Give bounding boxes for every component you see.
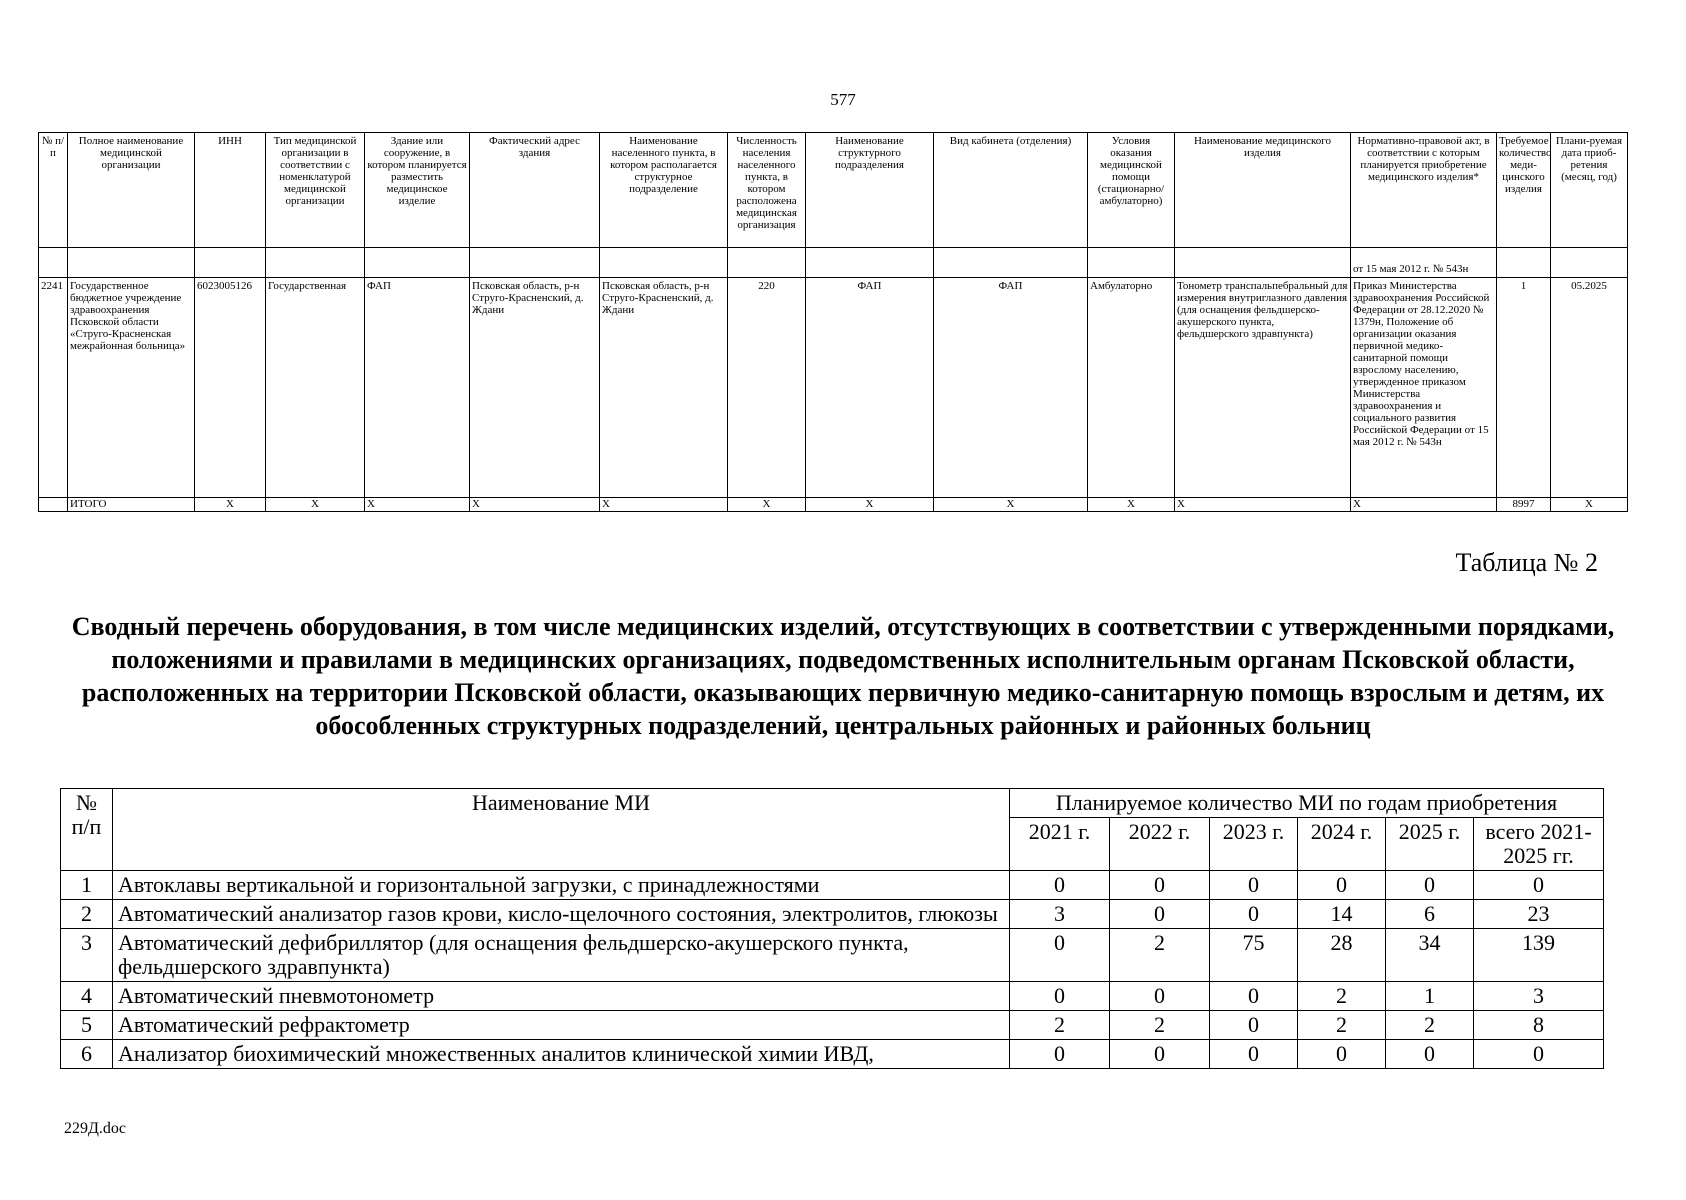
t1-header-cell: Плани-руемая дата приоб-ретения (месяц, год) xyxy=(1551,133,1628,248)
t2-cell-num: 5 xyxy=(61,1011,113,1040)
t1-cell xyxy=(1088,248,1175,278)
t2-cell-name: Автоклавы вертикальной и горизонтальной загрузки, с принадлежностями xyxy=(113,871,1010,900)
t1-cell xyxy=(195,248,266,278)
t2-header-year: 2023 г. xyxy=(1210,818,1298,871)
table-row xyxy=(61,1040,1604,1069)
t1-total-x: Х xyxy=(470,498,600,512)
table-row xyxy=(39,278,1628,498)
t2-cell-num: 1 xyxy=(61,871,113,900)
t1-cell-unit: ФАП xyxy=(806,278,934,498)
equipment-summary-table xyxy=(60,788,1604,1069)
t2-cell-value: 0 xyxy=(1110,982,1210,1011)
t2-cell-value: 0 xyxy=(1210,871,1298,900)
t1-header-cell: Наименование населенного пункта, в котором располагается структурное подразделение xyxy=(600,133,728,248)
t1-header-cell: Вид кабинета (отделения) xyxy=(934,133,1088,248)
t2-header-year: 2021 г. xyxy=(1010,818,1110,871)
t2-header-year: всего 2021-2025 гг. xyxy=(1474,818,1604,871)
t2-cell-num: 2 xyxy=(61,900,113,929)
t2-header-num: № п/п xyxy=(61,789,113,871)
t2-cell-name: Автоматический дефибриллятор (для оснащения фельдшерско-акушерского пункта, фельдшерского здравпункта) xyxy=(113,929,1010,982)
t2-header-name: Наименование МИ xyxy=(113,789,1010,871)
t1-cell-qty: 1 xyxy=(1497,278,1551,498)
t2-cell-value: 0 xyxy=(1010,871,1110,900)
t2-cell-name: Автоматический пневмотонометр xyxy=(113,982,1010,1011)
t1-cell xyxy=(365,248,470,278)
table-row xyxy=(39,248,1628,278)
t1-header-cell: Численность населения населенного пункта, в котором расположена медицинская организация xyxy=(728,133,806,248)
t1-header-cell: Нормативно-правовой акт, в соответствии с которым планируется приобретение медицинского изделия* xyxy=(1351,133,1497,248)
equipment-detail-table xyxy=(38,132,1628,512)
t1-total-x: Х xyxy=(728,498,806,512)
t2-cell-value: 14 xyxy=(1298,900,1386,929)
t2-cell-value: 2 xyxy=(1110,929,1210,982)
t1-cell-num: 2241 xyxy=(39,278,68,498)
t2-cell-value: 0 xyxy=(1010,982,1110,1011)
page-number: 577 xyxy=(830,90,856,109)
t2-cell-name: Автоматический анализатор газов крови, кисло-щелочного состояния, электролитов, глюкозы xyxy=(113,900,1010,929)
t2-cell-value: 0 xyxy=(1110,871,1210,900)
t1-cell-act: Приказ Министерства здравоохранения Российской Федерации от 28.12.2020 № 1379н, Положение об организации оказания первичной медико-санитарной помощи взрослому населению, утвержденное приказом Министерства здравоохранения и социального развития Российской Федерации от 15 мая 2012 г. № 543н xyxy=(1351,278,1497,498)
t1-total-x: Х xyxy=(195,498,266,512)
t1-total-x: Х xyxy=(1088,498,1175,512)
t1-header-cell: Здание или сооружение, в котором планируется разместить медицинское изделие xyxy=(365,133,470,248)
t2-cell-value: 2 xyxy=(1298,1011,1386,1040)
table-label: Таблица № 2 xyxy=(1455,548,1598,577)
t1-header-cell: Условия оказания медицинской помощи (стационарно/ амбулаторно) xyxy=(1088,133,1175,248)
t2-header-group: Планируемое количество МИ по годам приобретения xyxy=(1010,789,1604,818)
t1-header-cell: Полное наименование медицинской организации xyxy=(68,133,195,248)
table-total-row xyxy=(39,498,1628,512)
t2-cell-value: 2 xyxy=(1010,1011,1110,1040)
t2-cell-value: 0 xyxy=(1474,871,1604,900)
t2-cell-value: 0 xyxy=(1298,1040,1386,1069)
t2-cell-num: 4 xyxy=(61,982,113,1011)
t2-cell-value: 0 xyxy=(1110,1040,1210,1069)
t1-cell-address: Псковская область, р-н Струго-Красненский, д. Ждани xyxy=(470,278,600,498)
t1-cell xyxy=(266,248,365,278)
t2-cell-value: 28 xyxy=(1298,929,1386,982)
document-title: Сводный перечень оборудования, в том числе медицинских изделий, отсутствующих в соответствии с утвержденными порядками, положениями и правилами в медицинских организациях, подведомственных исполнительным органам Псковской области, расположенных на территории Псковской области, оказывающих первичную медико-санитарную помощь взрослым и детям, их обособленных структурных подразделений, центральных районных и районных больниц xyxy=(71,612,1615,740)
t1-cell-locality: Псковская область, р-н Струго-Красненский, д. Ждани xyxy=(600,278,728,498)
t1-total-x: Х xyxy=(1175,498,1351,512)
t1-cell-cabinet: ФАП xyxy=(934,278,1088,498)
t2-cell-value: 0 xyxy=(1298,871,1386,900)
t2-cell-value: 6 xyxy=(1386,900,1474,929)
t1-cell xyxy=(1175,248,1351,278)
t1-cell-population: 220 xyxy=(728,278,806,498)
t1-cell-conditions: Амбулаторно xyxy=(1088,278,1175,498)
t2-cell-value: 1 xyxy=(1386,982,1474,1011)
t1-header-cell: Требуемое количество меди-цинского изделия xyxy=(1497,133,1551,248)
t2-cell-value: 23 xyxy=(1474,900,1604,929)
t2-cell-value: 0 xyxy=(1210,900,1298,929)
t2-header-year: 2024 г. xyxy=(1298,818,1386,871)
t2-header-year: 2022 г. xyxy=(1110,818,1210,871)
t2-cell-value: 0 xyxy=(1010,929,1110,982)
t2-cell-name: Автоматический рефрактометр xyxy=(113,1011,1010,1040)
t1-cell xyxy=(1551,248,1628,278)
t2-cell-num: 3 xyxy=(61,929,113,982)
t1-cell xyxy=(728,248,806,278)
t1-cell xyxy=(470,248,600,278)
t1-header-cell: № п/п xyxy=(39,133,68,248)
t1-cell xyxy=(806,248,934,278)
t1-total-label: ИТОГО xyxy=(68,498,195,512)
t1-total-x: Х xyxy=(600,498,728,512)
t1-total-x: Х xyxy=(1551,498,1628,512)
t1-total-x: Х xyxy=(1351,498,1497,512)
t2-cell-value: 0 xyxy=(1386,871,1474,900)
t2-cell-value: 2 xyxy=(1110,1011,1210,1040)
t1-total-x: Х xyxy=(806,498,934,512)
t1-cell-inn: 6023005126 xyxy=(195,278,266,498)
table2-header-row xyxy=(61,789,1604,818)
t2-cell-value: 75 xyxy=(1210,929,1298,982)
t1-cell-device: Тонометр транспальпебральный для измерения внутриглазного давления (для оснащения фельдшерско-акушерского пункта, фельдшерского здравпункта) xyxy=(1175,278,1351,498)
t2-cell-value: 0 xyxy=(1110,900,1210,929)
t2-cell-value: 0 xyxy=(1210,1011,1298,1040)
t1-total-qty: 8997 xyxy=(1497,498,1551,512)
t1-header-cell: Фактический адрес здания xyxy=(470,133,600,248)
t2-cell-value: 0 xyxy=(1010,1040,1110,1069)
t2-cell-value: 8 xyxy=(1474,1011,1604,1040)
t1-cell xyxy=(600,248,728,278)
t2-cell-name: Анализатор биохимический множественных аналитов клинической химии ИВД, xyxy=(113,1040,1010,1069)
t2-cell-value: 0 xyxy=(1210,1040,1298,1069)
t2-cell-value: 0 xyxy=(1210,982,1298,1011)
t2-cell-value: 3 xyxy=(1474,982,1604,1011)
t1-header-cell: Тип медицинской организации в соответствии с номенклатурой медицинской организации xyxy=(266,133,365,248)
t2-header-year: 2025 г. xyxy=(1386,818,1474,871)
t1-cell xyxy=(39,248,68,278)
t2-cell-value: 2 xyxy=(1298,982,1386,1011)
t1-total-x: Х xyxy=(365,498,470,512)
t1-header-cell: Наименование медицинского изделия xyxy=(1175,133,1351,248)
t1-cell-org: Государственное бюджетное учреждение здравоохранения Псковской области «Струго-Красненская межрайонная больница» xyxy=(68,278,195,498)
t1-cell xyxy=(934,248,1088,278)
table-row xyxy=(61,982,1604,1011)
table-row xyxy=(61,1011,1604,1040)
t1-cell-type: Государственная xyxy=(266,278,365,498)
t2-cell-value: 34 xyxy=(1386,929,1474,982)
t1-header-cell: Наименование структурного подразделения xyxy=(806,133,934,248)
t1-cell xyxy=(39,498,68,512)
t1-total-x: Х xyxy=(934,498,1088,512)
t1-cell-act: от 15 мая 2012 г. № 543н xyxy=(1351,248,1497,278)
t2-cell-value: 0 xyxy=(1474,1040,1604,1069)
t1-cell-date: 05.2025 xyxy=(1551,278,1628,498)
t1-header-cell: ИНН xyxy=(195,133,266,248)
t1-cell xyxy=(68,248,195,278)
t2-cell-num: 6 xyxy=(61,1040,113,1069)
table-row xyxy=(61,900,1604,929)
t2-cell-value: 2 xyxy=(1386,1011,1474,1040)
t2-cell-value: 3 xyxy=(1010,900,1110,929)
table-row xyxy=(61,929,1604,982)
footer-filename: 229Д.doc xyxy=(64,1120,127,1137)
t2-cell-value: 0 xyxy=(1386,1040,1474,1069)
table1-header-row xyxy=(39,133,1628,248)
t2-cell-value: 139 xyxy=(1474,929,1604,982)
t1-total-x: Х xyxy=(266,498,365,512)
t1-cell xyxy=(1497,248,1551,278)
table-row xyxy=(61,871,1604,900)
t1-cell-building: ФАП xyxy=(365,278,470,498)
